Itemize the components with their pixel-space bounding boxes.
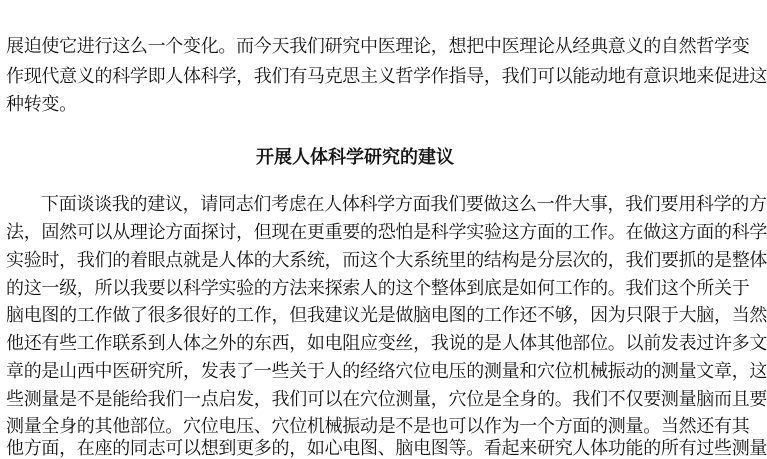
paragraph-line-5: 脑电图的工作做了很多很好的工作，但我建议光是做脑电图的工作还不够，因为只限于大脑，当然 <box>6 305 767 326</box>
paragraph-line-1: 下面谈谈我的建议，请同志们考虑在人体科学方面我们要做这么一件大事，我们要用科学的方 <box>41 194 767 215</box>
paragraph-line-9: 测量全身的其他部位。穴位电压、穴位机械振动是不是也可以作为一个方面的测量。当然还有其 <box>6 416 750 437</box>
paragraph-line-2: 法，固然可以从理论方面探讨，但现在更重要的恐怕是科学实验这方面的工作。在做这方面的科学 <box>6 222 767 243</box>
paragraph-line-8: 些测量是不是能给我们一点启发，我们可以在穴位测量，穴位是全身的。我们不仅要测量脑而且要 <box>6 389 767 410</box>
paragraph-line-6: 他还有些工作联系到人体之外的东西，如电阻应变丝，我说的是人体其他部位。以前发表过许多文 <box>6 333 767 354</box>
paragraph-line-3: 实验时，我们的着眼点就是人体的大系统，而这个大系统里的结构是分层次的，我们要抓的是整体 <box>6 250 767 271</box>
intro-line-2: 作现代意义的科学即人体科学，我们有马克思主义哲学作指导，我们可以能动地有意识地来促进这 <box>6 66 767 87</box>
intro-line-1: 展迫使它进行这么一个变化。而今天我们研究中医理论，想把中医理论从经典意义的自然哲学变 <box>6 36 750 57</box>
section-heading: 开展人体科学研究的建议 <box>256 147 454 168</box>
paragraph-line-7: 章的是山西中医研究所，发表了一些关于人的经络穴位电压的测量和穴位机械振动的测量文章，这 <box>6 361 767 382</box>
intro-line-3: 种转变。 <box>6 94 77 115</box>
paragraph-line-10: 他方面，在座的同志可以想到更多的，如心电图、脑电图等。看起来研究人体功能的所有过些测量 <box>6 438 767 459</box>
paragraph-line-4: 的这一级，所以我要以科学实验的方法来探索人的这个整体到底是如何工作的。我们这个所关于 <box>6 278 750 299</box>
